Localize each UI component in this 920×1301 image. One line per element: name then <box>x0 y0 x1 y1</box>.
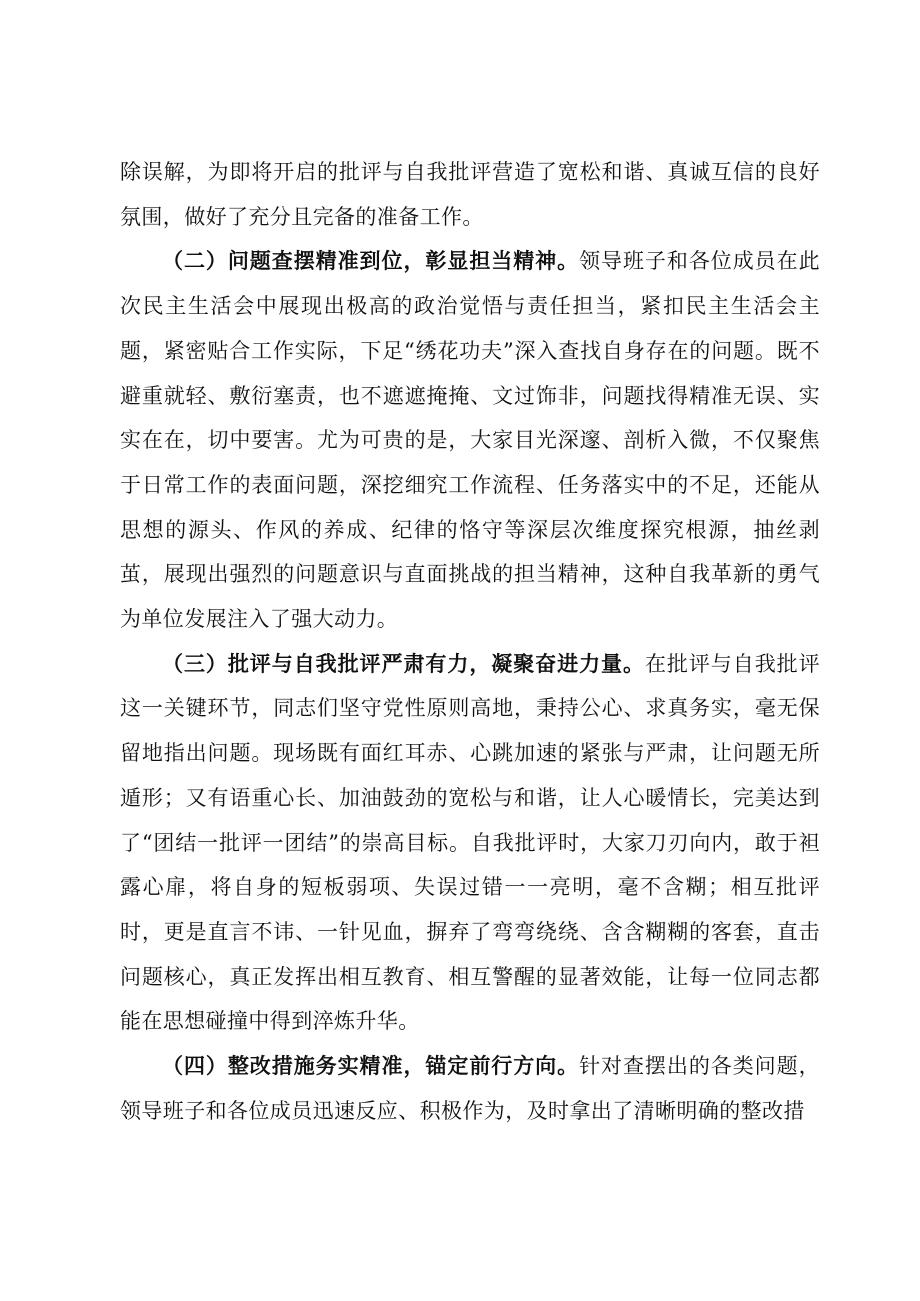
paragraph-continuation <box>120 150 820 239</box>
paragraph-section-2 <box>120 239 820 641</box>
paragraph-body: 除误解，为即将开启的批评与自我批评营造了宽松和谐、真诚互信的良好氛围，做好了充分且完备的准备工作。 <box>120 160 820 229</box>
paragraph-body: 针对查摆出的各类问题，领导班子和各位成员迅速反应、积极作为，及时拿出了清晰明确的整改措 <box>120 1054 820 1123</box>
section-heading-4: （四）整改措施务实精准，锚定前行方向。 <box>162 1053 580 1079</box>
paragraph-body: 领导班子和各位成员在此次民主生活会中展现出极高的政治觉悟与责任担当，紧扣民主生活会主题，紧密贴合工作实际，下足“绣花功夫”深入查找自身存在的问题。既不避重就轻、敷衍塞责，也不遮遮掩掩、文过饰非，问题找得精准无误、实实在在，切中要害。尤为可贵的是，大家目光深邃、剖析入微，不仅聚焦于日常工作的表面问题，深挖细究工作流程、任务落实中的不足，还能从思想的源头、作风的养成、纪律的恪守等深层次维度探究根源，抽丝剥茧，展现出强烈的问题意识与直面挑战的担当精神，这种自我革新的勇气为单位发展注入了强大动力。 <box>120 249 820 632</box>
section-heading-2: （二）问题查摆精准到位，彰显担当精神。 <box>162 248 580 274</box>
section-heading-3: （三）批评与自我批评严肃有力，凝聚奋进力量。 <box>162 650 645 676</box>
paragraph-section-3 <box>120 642 820 1044</box>
paragraph-section-4 <box>120 1044 820 1133</box>
paragraph-body: 在批评与自我批评这一关键环节，同志们坚守党性原则高地，秉持公心、求真务实，毫无保留地指出问题。现场既有面红耳赤、心跳加速的紧张与严肃，让问题无所遁形；又有语重心长、加油鼓劲的宽松与和谐，让人心暖情长，完美达到了“团结一批评一团结”的崇高目标。自我批评时，大家刀刃向内，敢于袒露心扉，将自身的短板弱项、失误过错一一亮明，毫不含糊；相互批评时，更是直言不讳、一针见血，摒弃了弯弯绕绕、含含糊糊的客套，直击问题核心，真正发挥出相互教育、相互警醒的显著效能，让每一位同志都能在思想碰撞中得到淬炼升华。 <box>120 651 820 1034</box>
document-page <box>120 150 820 1133</box>
